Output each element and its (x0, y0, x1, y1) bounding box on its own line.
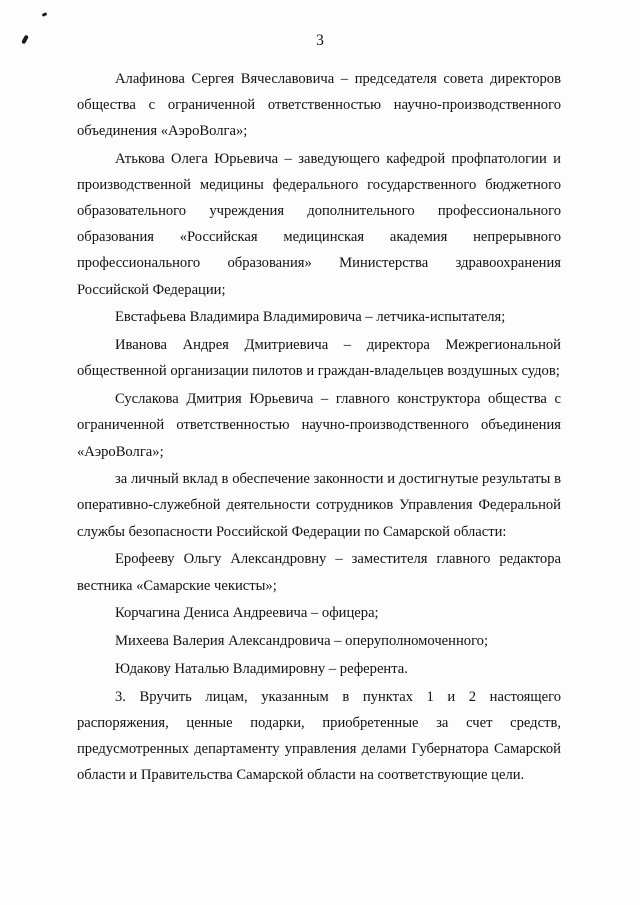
paragraph-alafinov: Алафинова Сергея Вячеславовича – председателя совета директоров общества с ограниченной ответственностью научно-производственного объединения «АэроВолга»; (77, 71, 561, 140)
paragraph-evstafiev: Евстафьева Владимира Владимировича – летчика-испытателя; (115, 309, 506, 326)
scan-speck-mark (42, 12, 48, 17)
paragraph-mikheev: Михеева Валерия Александровича – оперуполномоченного; (115, 633, 489, 650)
paragraph-fsb-contribution: за личный вклад в обеспечение законности и достигнутые результаты в оперативно-служебной деятельности сотрудников Управления Федеральной службы безопасности Российской Федерации по Самарской области: (77, 471, 561, 540)
paragraph-yudakova: Юдакову Наталью Владимировну – референта. (115, 661, 408, 678)
paragraph-ivanov: Иванова Андрея Дмитриевича – директора Межрегиональной общественной организации пилотов и граждан-владельцев воздушных судов; (77, 337, 561, 380)
document-body (77, 66, 561, 790)
paragraph-item-3-gifts: 3. Вручить лицам, указанным в пунктах 1 и 2 настоящего распоряжения, ценные подарки, приобретенные за счет средств, предусмотренных департаменту управления делами Губернатора Самарской области и Правительства Самарской области на соответствующие цели. (77, 689, 561, 784)
paragraph-erofeeva: Ерофееву Ольгу Александровну – заместителя главного редактора вестника «Самарские чекисты»; (77, 551, 561, 594)
paragraph-suslakov: Суслакова Дмитрия Юрьевича – главного конструктора общества с ограниченной ответственностью научно-производственного объединения «АэроВолга»; (77, 391, 561, 460)
paragraph-korchagin: Корчагина Дениса Андреевича – офицера; (115, 605, 379, 622)
paragraph-atkov: Атькова Олега Юрьевича – заведующего кафедрой профпатологии и производственной медицины федерального государственного бюджетного образовательного учреждения дополнительного профессионального образования «Российская медицинская академия непрерывного профессионального образования» Министерства здравоохранения Российской Федерации; (77, 151, 561, 298)
page-number: 3 (316, 32, 324, 49)
